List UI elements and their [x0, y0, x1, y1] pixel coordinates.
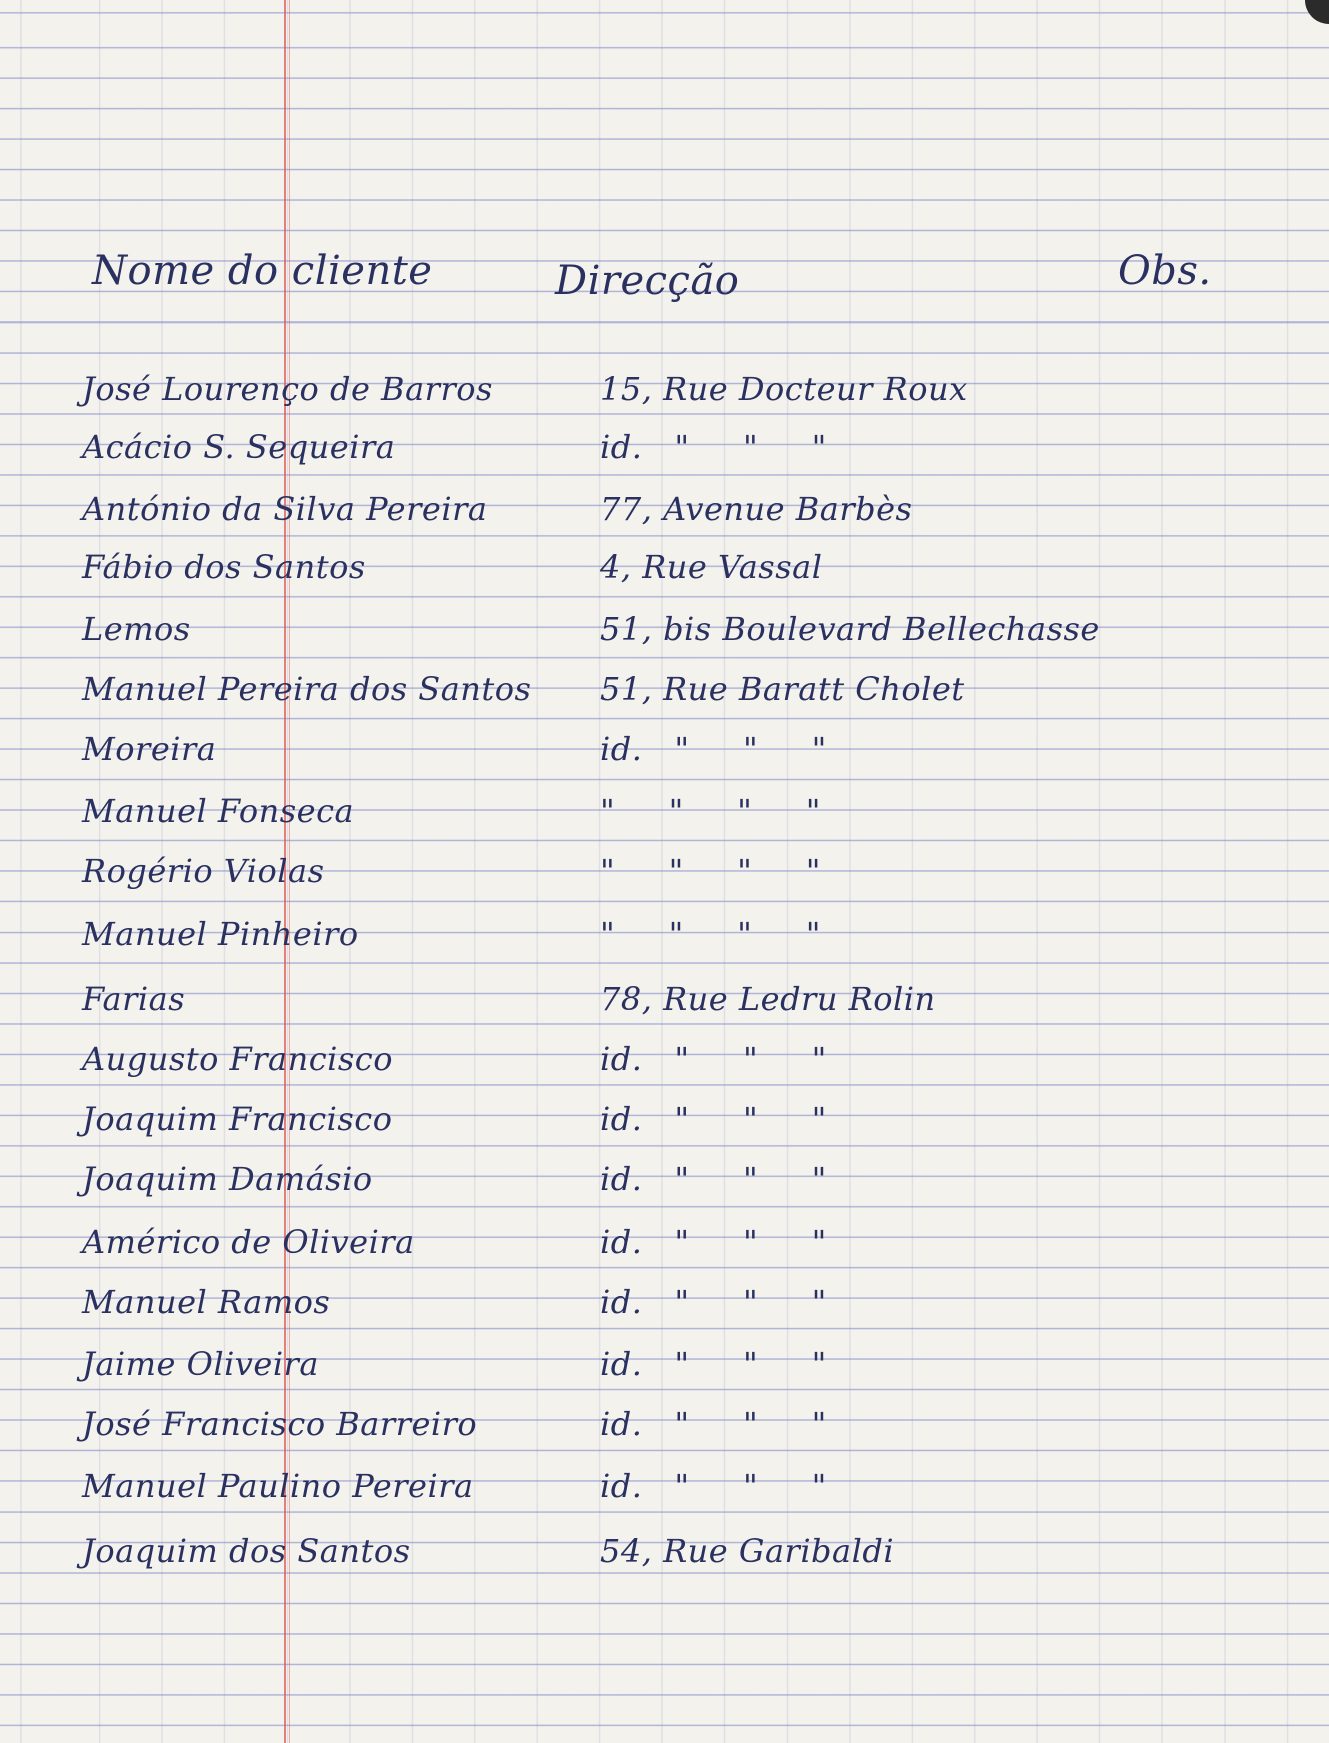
client-address: id. " " " [600, 1283, 827, 1321]
client-name: Américo de Oliveira [82, 1223, 415, 1261]
client-address: 77, Avenue Barbès [600, 490, 913, 528]
client-name: Farias [82, 980, 186, 1018]
client-address: id. " " " [600, 730, 827, 768]
client-name: Joaquim Damásio [82, 1160, 373, 1198]
client-name: Fábio dos Santos [82, 548, 366, 586]
client-name: Acácio S. Sequeira [82, 428, 396, 466]
client-name: Augusto Francisco [82, 1040, 393, 1078]
client-name: Manuel Fonseca [82, 792, 355, 830]
client-name: Jaime Oliveira [82, 1345, 319, 1383]
client-address: " " " " [600, 915, 821, 953]
client-name: Joaquim Francisco [82, 1100, 393, 1138]
client-name: Manuel Pereira dos Santos [82, 670, 532, 708]
client-name: Moreira [82, 730, 217, 768]
client-address: id. " " " [600, 1345, 827, 1383]
client-name: José Francisco Barreiro [82, 1405, 478, 1443]
client-address: 78, Rue Ledru Rolin [600, 980, 936, 1018]
client-address: 54, Rue Garibaldi [600, 1532, 895, 1570]
client-name: Manuel Pinheiro [82, 915, 359, 953]
client-name: Rogério Violas [82, 852, 325, 890]
client-name: José Lourenço de Barros [82, 370, 493, 408]
client-address: 4, Rue Vassal [600, 548, 823, 586]
client-address: id. " " " [600, 1467, 827, 1505]
client-name: Manuel Paulino Pereira [82, 1467, 474, 1505]
header-address: Direcção [555, 258, 740, 304]
header-name: Nome do cliente [92, 248, 433, 294]
client-address: 51, bis Boulevard Bellechasse [600, 610, 1100, 648]
client-address: id. " " " [600, 1405, 827, 1443]
client-address: id. " " " [600, 1040, 827, 1078]
client-address: " " " " [600, 792, 821, 830]
client-address: id. " " " [600, 1160, 827, 1198]
client-name: António da Silva Pereira [82, 490, 488, 528]
client-address: id. " " " [600, 1100, 827, 1138]
client-address: 51, Rue Baratt Cholet [600, 670, 965, 708]
client-name: Joaquim dos Santos [82, 1532, 411, 1570]
client-address: id. " " " [600, 1223, 827, 1261]
client-name: Manuel Ramos [82, 1283, 331, 1321]
client-address: 15, Rue Docteur Roux [600, 370, 968, 408]
client-address: id. " " " [600, 428, 827, 466]
page-corner [1305, 0, 1329, 24]
client-name: Lemos [82, 610, 191, 648]
header-obs: Obs. [1118, 248, 1212, 294]
client-address: " " " " [600, 852, 821, 890]
